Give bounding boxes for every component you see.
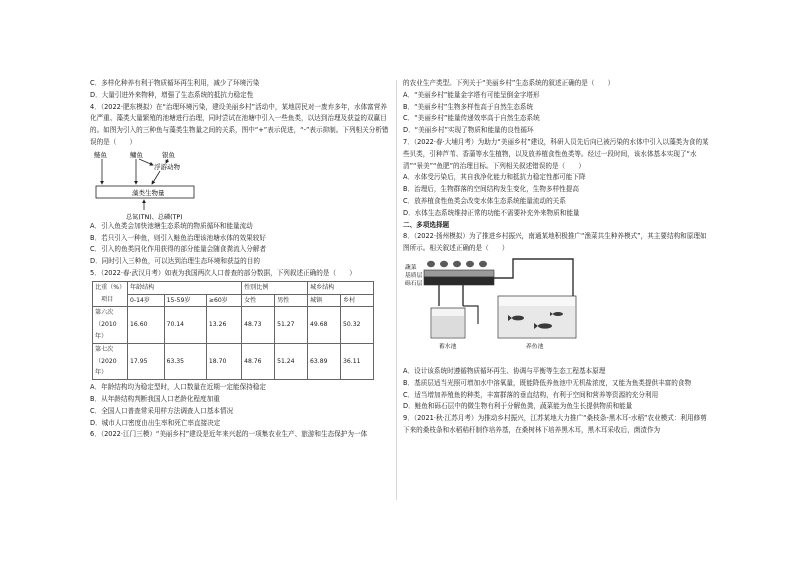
q7-option-a: A．水体受污染后，其自我净化能力和抵抗力稳定性都可能下降 <box>403 173 586 182</box>
table-group-age: 年龄结构 <box>128 281 242 294</box>
table-cell: 63.89 <box>308 343 341 379</box>
table-corner-bottom: 项目 <box>101 296 114 304</box>
table-cell: 13.26 <box>206 307 241 343</box>
diagram-fish-1: 鲢鱼 <box>94 150 107 159</box>
table-cell: 48.76 <box>242 343 275 379</box>
q5-option-b: B．从年龄结构判断我国人口老龄化程度加重 <box>90 394 220 403</box>
table-col-header: ≥60岁 <box>206 294 241 307</box>
vegetable-plants <box>427 261 487 267</box>
return-pipe <box>494 259 573 296</box>
prev-option-d: D．大量引进外来物种，增强了生态系统的抵抗力稳定性 <box>90 90 254 99</box>
column-divider <box>396 80 397 500</box>
q7-option-d: D．水体生态系统维持正常的功能不需要补充外来物质和能量 <box>403 208 580 217</box>
question-6: 6．（2022·江门三模）“美丽乡村”建设是近年来兴起的一项集农业生产、旅游和生态保护为一体 <box>90 430 368 439</box>
q8-option-c: C．适当增加养殖鱼的种类，丰富群落的垂直结构，有利于空间和营养等资源的充分利用 <box>403 390 659 399</box>
table-col-header: 15-59岁 <box>164 294 206 307</box>
fish-pond-water <box>499 306 575 337</box>
q4-option-b: B．若只引入一种鱼，则引入鲢鱼治理该池塘水体的效果较好 <box>90 233 266 242</box>
table-row <box>93 307 374 343</box>
figure-label-substrate: 基质层 <box>405 272 423 279</box>
q6-option-a: A．“美丽乡村”能量金字塔有可能呈倒金字塔形 <box>403 90 540 99</box>
left-column <box>90 78 390 441</box>
reservoir-water <box>432 316 464 337</box>
table-cell: 49.68 <box>308 307 341 343</box>
diagram-fish-2: 鳙鱼 <box>130 150 143 159</box>
right-column <box>403 78 709 437</box>
table-col-header: 0-14岁 <box>128 294 165 307</box>
q6-option-c: C．“美丽乡村”能量传递效率高于自然生态系统 <box>403 114 540 123</box>
table-col-header: 城镇 <box>308 294 341 307</box>
table-col-header: 女性 <box>242 294 275 307</box>
q4-option-c: C．引入的鱼类同化作用获得的部分能量会随食粪流入分解者 <box>90 245 267 254</box>
question-8: 8．（2022·扬州模拟）为了推进乡村振兴，南通某地积极推广“渔菜共生种养模式”，其主要结构和原理如图所示。相关叙述正确的是（ ） <box>403 232 707 253</box>
section-heading: 二、多项选择题 <box>403 220 450 229</box>
table-cell: 63.35 <box>164 343 206 379</box>
row-label: 第六次 <box>95 309 114 317</box>
q6-option-b: B．“美丽乡村”生物多样性高于自然生态系统 <box>403 102 534 111</box>
table-cell: 17.95 <box>128 343 165 379</box>
question-4: 4．（2022·肥东模拟）在“治理环境污染，建设美丽乡村”活动中，某地居民对一废弃多年，水体富营养化严重、藻类大量繁殖的池塘进行治理，同时尝试在池塘中引入一些鱼类，以达到治理及获益的双赢目的。如图为引入的三种鱼与藻类生物量之间的关系，图中“+”表示促进，“-”表示抑制。下列相关分析错误的是（ ） <box>90 102 389 146</box>
question-7: 7．（2022·春·大埔月考）为助力“美丽乡村”建设，科研人员先后向已被污染的水体中引入以藻类为食的某些贝类，引种芦苇、香蒲等水生植物，以及放养植食性鱼类等。经过一段时间，该水体基本实现了“水清”“景美”“鱼肥”的治理目标。下列相关叙述错误的是（ ） <box>403 137 709 170</box>
question-6-continued: 的农业生产类型。下列关于“美丽乡村”生态系统的叙述正确的是（ ） <box>403 79 615 87</box>
question-5: 5．（2022·春·武汉月考）如表为我国两次人口普查的部分数据，下列叙述正确的是（ ） <box>90 268 356 277</box>
diagram-fish-3: 银鱼 <box>162 150 175 159</box>
prev-option-c: C．多样化种养有利于物质循环再生利用，减少了环境污染 <box>90 79 260 87</box>
table-cell: 50.32 <box>341 307 374 343</box>
q7-option-b: B．治理后，生物群落的空间结构发生变化，生物多样性提高 <box>403 185 579 194</box>
census-table <box>92 281 374 380</box>
table-cell: 18.70 <box>206 343 241 379</box>
table-corner-top: 比重（%） <box>95 284 126 292</box>
q7-option-c: C．放养植食性鱼类会改变水体生态系统能量流动的关系 <box>403 196 566 205</box>
table-cell: 48.73 <box>242 307 275 343</box>
gravel-layer <box>424 277 494 285</box>
aquaponics-svg <box>403 256 583 364</box>
row-label: 第七次 <box>95 345 114 353</box>
figure-label-gravel: 砾石层 <box>405 280 423 287</box>
q8-option-a: A．设计该系统时遵循物质循环再生、协调与平衡等生态工程基本原理 <box>403 366 606 375</box>
figure-label-reservoir: 蓄水池 <box>439 343 457 350</box>
q4-option-a: A．引入鱼类会加快池塘生态系统的物质循环和能量流动 <box>90 221 253 230</box>
aquaponics-figure <box>403 256 709 364</box>
table-cell: 51.24 <box>275 343 308 379</box>
table-group-urban: 城乡结构 <box>308 281 374 294</box>
fish-algae-diagram <box>90 149 390 221</box>
q5-option-a: A．年龄结构均为稳定型时，人口数量在近期一定能保持稳定 <box>90 383 266 392</box>
q6-option-d: D．“美丽乡村”实现了物质和能量的良性循环 <box>403 126 534 135</box>
table-cell: 70.14 <box>164 307 206 343</box>
diagram-algae: 藻类生物量 <box>132 188 165 197</box>
diagram-nutrients: 总氮(TN)、总磷(TP) <box>126 213 183 221</box>
q8-option-d: D．鲢鱼和砾石层中的微生物有利于分解鱼粪，蔬菜能为鱼生长提供物质和能量 <box>403 402 633 411</box>
figure-label-vegetable: 蔬菜 <box>405 264 417 271</box>
q4-option-d: D．同时引入三种鱼，可以达到治理生态环境和获益的目的 <box>90 257 260 266</box>
diagram-zooplankton: 浮游动物 <box>154 162 180 171</box>
arrow-zoo-algae <box>152 171 160 184</box>
table-row <box>93 343 374 379</box>
table-cell: 51.27 <box>275 307 308 343</box>
figure-label-fishpond: 养鱼池 <box>526 343 544 350</box>
table-cell: 16.60 <box>128 307 165 343</box>
table-group-sex: 性别比例 <box>242 281 308 294</box>
q8-option-b: B．基质层适当光照可增加水中溶氧量，既能降低养鱼池中无机盐浓度，又能为鱼类提供丰富的食物 <box>403 378 692 387</box>
question-9: 9．（2021·秋·江苏月考）为推动乡村振兴，江苏某地大力推广“桑枝条-黑木耳-水稻”农业模式：利用修剪下来的桑枝条和水稻秸秆制作培养基，在桑树林下培养黑木耳，黑木耳采收后，菌渣作为 <box>403 414 707 434</box>
table-cell: 36.11 <box>341 343 374 379</box>
row-year: （2020年） <box>95 357 117 377</box>
diagram-svg <box>90 149 290 221</box>
row-year: （2010年） <box>95 321 117 340</box>
table-col-header: 男性 <box>275 294 308 307</box>
q5-option-d: D．城市人口密度由出生率和死亡率直接决定 <box>90 418 221 427</box>
table-col-header: 乡村 <box>341 294 374 307</box>
q5-option-c: C．全国人口普查常采用样方法调查人口基本情况 <box>90 406 234 415</box>
arrow-fish2-zoo <box>139 159 153 165</box>
drain-pipes <box>439 285 463 306</box>
substrate-layer <box>424 270 494 277</box>
